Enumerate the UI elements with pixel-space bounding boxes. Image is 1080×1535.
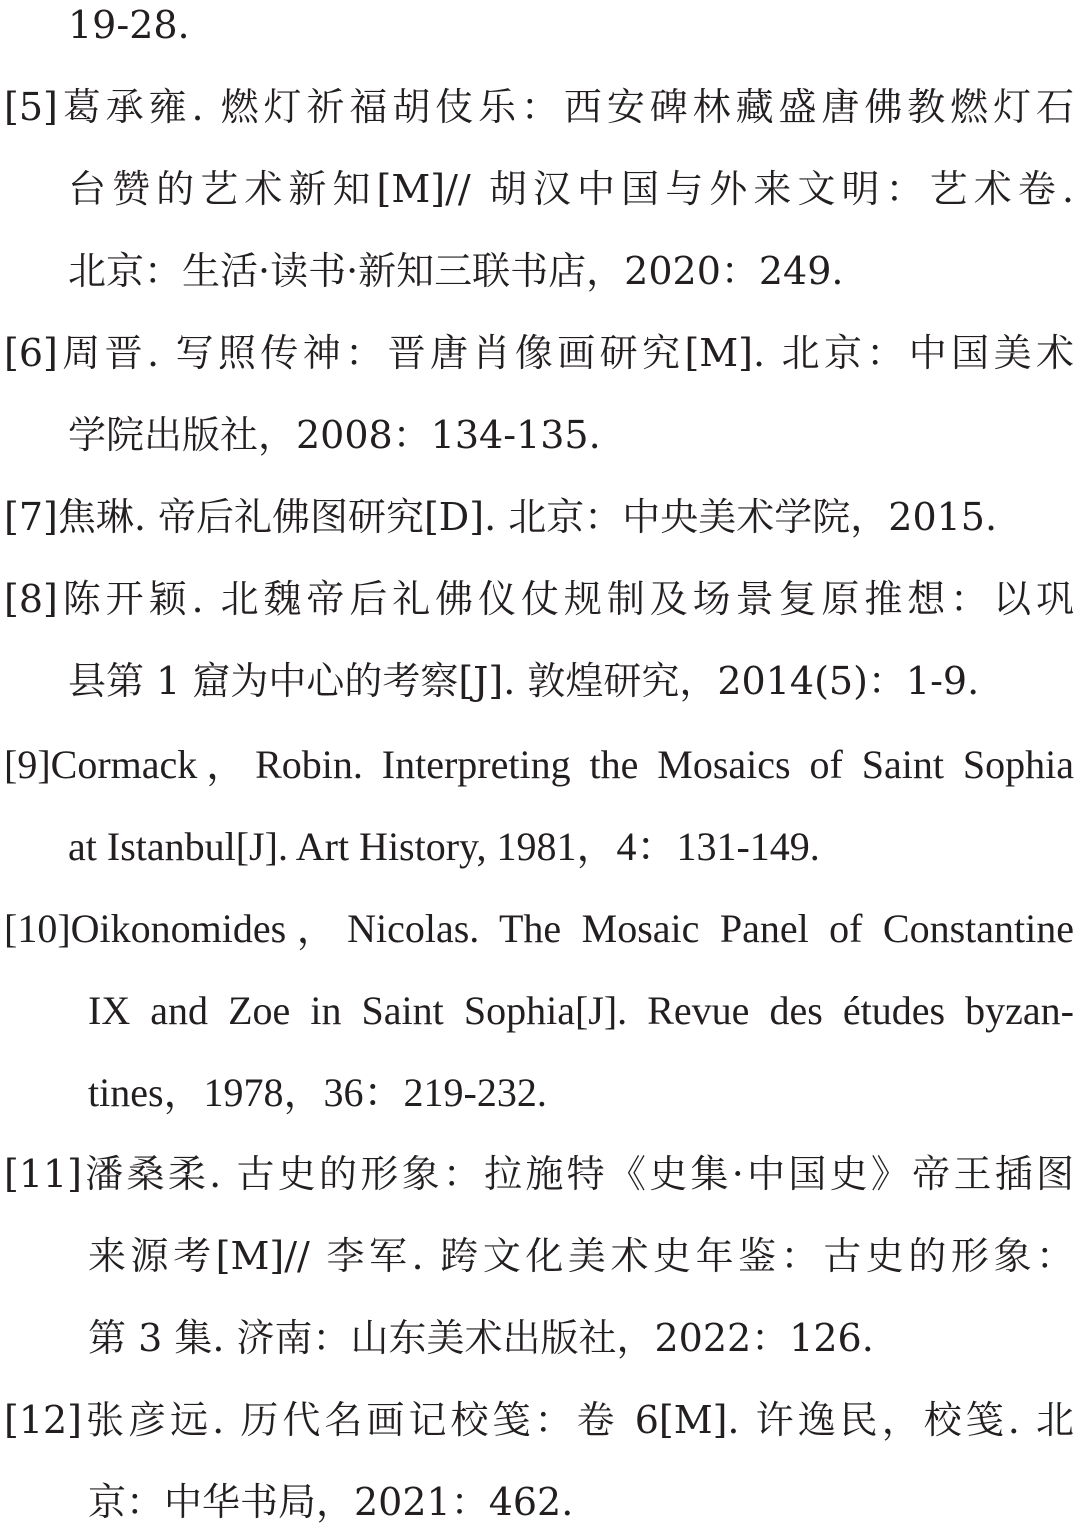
reference-8-line-1: [8]陈开颖. 北魏帝后礼佛仪仗规制及场景复原推想：以巩 xyxy=(4,577,1074,621)
reference-11-line-1: [11]潘桑柔. 古史的形象：拉施特《史集·中国史》帝王插图 xyxy=(4,1152,1074,1196)
reference-7-line-1: [7]焦琳. 帝后礼佛图研究[D]. 北京：中央美术学院，2015. xyxy=(4,495,998,539)
reference-12-line-1: [12]张彦远. 历代名画记校笺：卷 6[M]. 许逸民，校笺. 北 xyxy=(4,1398,1074,1442)
reference-10-line-3: tines，1978，36：219-232. xyxy=(88,1070,547,1115)
reference-10-line-2: IX and Zoe in Saint Sophia[J]. Revue des études byzan- xyxy=(88,988,1074,1033)
reference-9-line-1: [9]Cormack，Robin. Interpreting the Mosaics of Saint Sophia xyxy=(4,742,1074,787)
reference-6-line-1: [6]周晋. 写照传神：晋唐肖像画研究[M]. 北京：中国美术 xyxy=(4,331,1074,375)
reference-continuation-line: 19-28. xyxy=(68,3,190,47)
reference-5-line-3: 北京：生活·读书·新知三联书店，2020：249. xyxy=(68,249,844,293)
reference-11-line-3: 第 3 集. 济南：山东美术出版社，2022：126. xyxy=(88,1316,874,1360)
reference-5-line-2: 台赞的艺术新知[M]// 胡汉中国与外来文明：艺术卷. xyxy=(68,167,1074,211)
reference-10-line-1: [10]Oikonomides，Nicolas. The Mosaic Panel of Constantine xyxy=(4,906,1074,951)
reference-11-line-2: 来源考[M]// 李军. 跨文化美术史年鉴：古史的形象： xyxy=(88,1234,1074,1278)
reference-9-line-2: at Istanbul[J]. Art History, 1981，4：131-149. xyxy=(68,824,820,869)
reference-12-line-2: 京：中华书局，2021：462. xyxy=(88,1480,574,1524)
reference-5-line-1: [5]葛承雍. 燃灯祈福胡伎乐：西安碑林藏盛唐佛教燃灯石 xyxy=(4,85,1074,129)
reference-8-line-2: 县第 1 窟为中心的考察[J]. 敦煌研究，2014(5)：1-9. xyxy=(68,659,980,703)
reference-6-line-2: 学院出版社，2008：134-135. xyxy=(68,413,601,457)
